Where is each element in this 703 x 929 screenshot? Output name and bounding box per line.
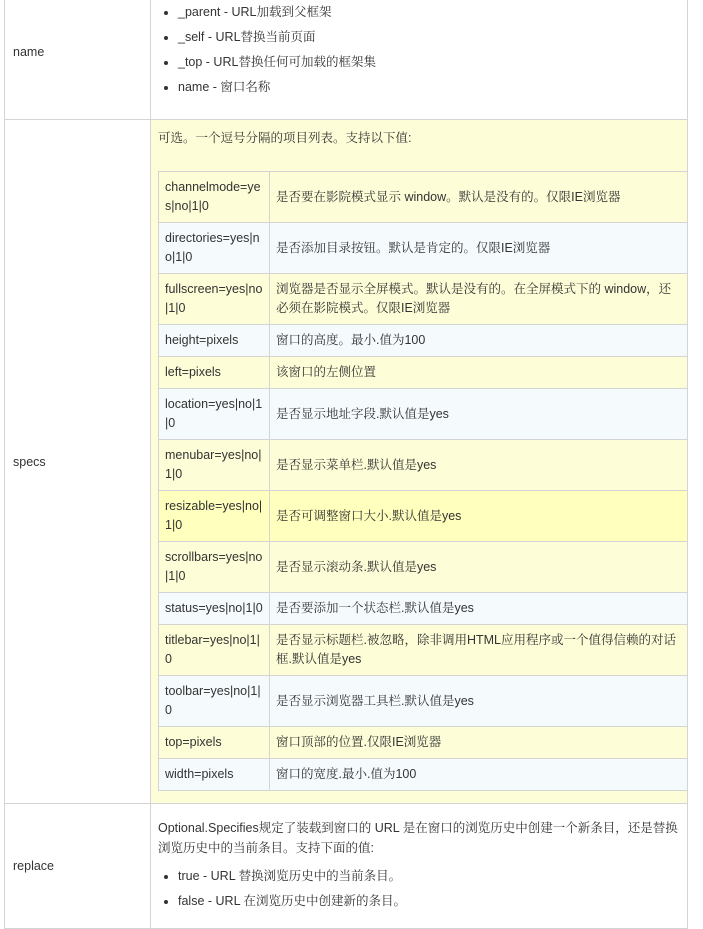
option-key: menubar=yes|no|1|0 bbox=[159, 440, 270, 491]
list-item: • _parent - URL加载到父框架 bbox=[178, 0, 679, 25]
param-desc-cell bbox=[151, 804, 688, 929]
table-row bbox=[159, 542, 688, 593]
option-key: titlebar=yes|no|1|0 bbox=[159, 625, 270, 676]
table-row bbox=[159, 274, 688, 325]
option-key: resizable=yes|no|1|0 bbox=[159, 491, 270, 542]
param-desc-cell bbox=[151, 0, 688, 120]
option-key: scrollbars=yes|no|1|0 bbox=[159, 542, 270, 593]
option-desc: 浏览器是否显示全屏模式。默认是没有的。在全屏模式下的 window，还必须在影院模式。仅限IE浏览器 bbox=[270, 274, 688, 325]
table-row-highlighted bbox=[159, 491, 688, 542]
option-desc: 是否显示菜单栏.默认值是yes bbox=[270, 440, 688, 491]
table-row bbox=[159, 625, 688, 676]
table-row bbox=[159, 676, 688, 727]
list-item: • false - URL 在浏览历史中创建新的条目。 bbox=[178, 889, 679, 914]
option-desc: 该窗口的左侧位置 bbox=[270, 357, 688, 389]
table-row bbox=[159, 223, 688, 274]
option-desc: 是否可调整窗口大小.默认值是yes bbox=[270, 491, 688, 542]
table-row bbox=[159, 172, 688, 223]
list-item: • _top - URL替换任何可加载的框架集 bbox=[178, 50, 679, 75]
param-desc-cell bbox=[151, 120, 688, 804]
table-row bbox=[159, 389, 688, 440]
option-desc: 是否显示标题栏.被忽略，除非调用HTML应用程序或一个值得信赖的对话框.默认值是yes bbox=[270, 625, 688, 676]
specs-options-table bbox=[158, 171, 688, 791]
list-item: • _self - URL替换当前页面 bbox=[178, 25, 679, 50]
option-key: channelmode=yes|no|1|0 bbox=[159, 172, 270, 223]
option-desc: 是否添加目录按钮。默认是肯定的。仅限IE浏览器 bbox=[270, 223, 688, 274]
param-name-cell: replace bbox=[5, 804, 151, 929]
list-item: • true - URL 替换浏览历史中的当前条目。 bbox=[178, 864, 679, 889]
option-key: width=pixels bbox=[159, 759, 270, 791]
option-key: fullscreen=yes|no|1|0 bbox=[159, 274, 270, 325]
option-desc: 窗口的宽度.最小.值为100 bbox=[270, 759, 688, 791]
option-desc: 是否要在影院模式显示 window。默认是没有的。仅限IE浏览器 bbox=[270, 172, 688, 223]
option-desc: 是否显示浏览器工具栏.默认值是yes bbox=[270, 676, 688, 727]
option-key: status=yes|no|1|0 bbox=[159, 593, 270, 625]
table-row bbox=[159, 727, 688, 759]
option-key: height=pixels bbox=[159, 325, 270, 357]
table-row bbox=[159, 440, 688, 491]
option-key: toolbar=yes|no|1|0 bbox=[159, 676, 270, 727]
table-row bbox=[159, 759, 688, 791]
option-desc: 是否显示地址字段.默认值是yes bbox=[270, 389, 688, 440]
list-item: • name - 窗口名称 bbox=[178, 75, 679, 100]
option-desc: 是否显示滚动条.默认值是yes bbox=[270, 542, 688, 593]
option-key: location=yes|no|1|0 bbox=[159, 389, 270, 440]
params-table bbox=[4, 0, 688, 929]
option-desc: 窗口顶部的位置.仅限IE浏览器 bbox=[270, 727, 688, 759]
option-key: directories=yes|no|1|0 bbox=[159, 223, 270, 274]
param-row-replace bbox=[5, 804, 688, 929]
param-name-cell: name bbox=[5, 0, 151, 120]
name-values-list bbox=[158, 0, 679, 100]
option-desc: 窗口的高度。最小.值为100 bbox=[270, 325, 688, 357]
replace-values-list bbox=[158, 864, 679, 914]
param-name-cell: specs bbox=[5, 120, 151, 804]
table-row bbox=[159, 357, 688, 389]
option-key: top=pixels bbox=[159, 727, 270, 759]
replace-description: Optional.Specifies规定了装载到窗口的 URL 是在窗口的浏览历史中创建一个新条目，还是替换浏览历史中的当前条目。支持下面的值: bbox=[158, 821, 678, 855]
table-row bbox=[159, 325, 688, 357]
param-row-name bbox=[5, 0, 688, 120]
specs-intro: 可选。一个逗号分隔的项目列表。支持以下值: bbox=[158, 131, 412, 145]
option-key: left=pixels bbox=[159, 357, 270, 389]
table-row bbox=[159, 593, 688, 625]
param-row-specs bbox=[5, 120, 688, 804]
option-desc: 是否要添加一个状态栏.默认值是yes bbox=[270, 593, 688, 625]
